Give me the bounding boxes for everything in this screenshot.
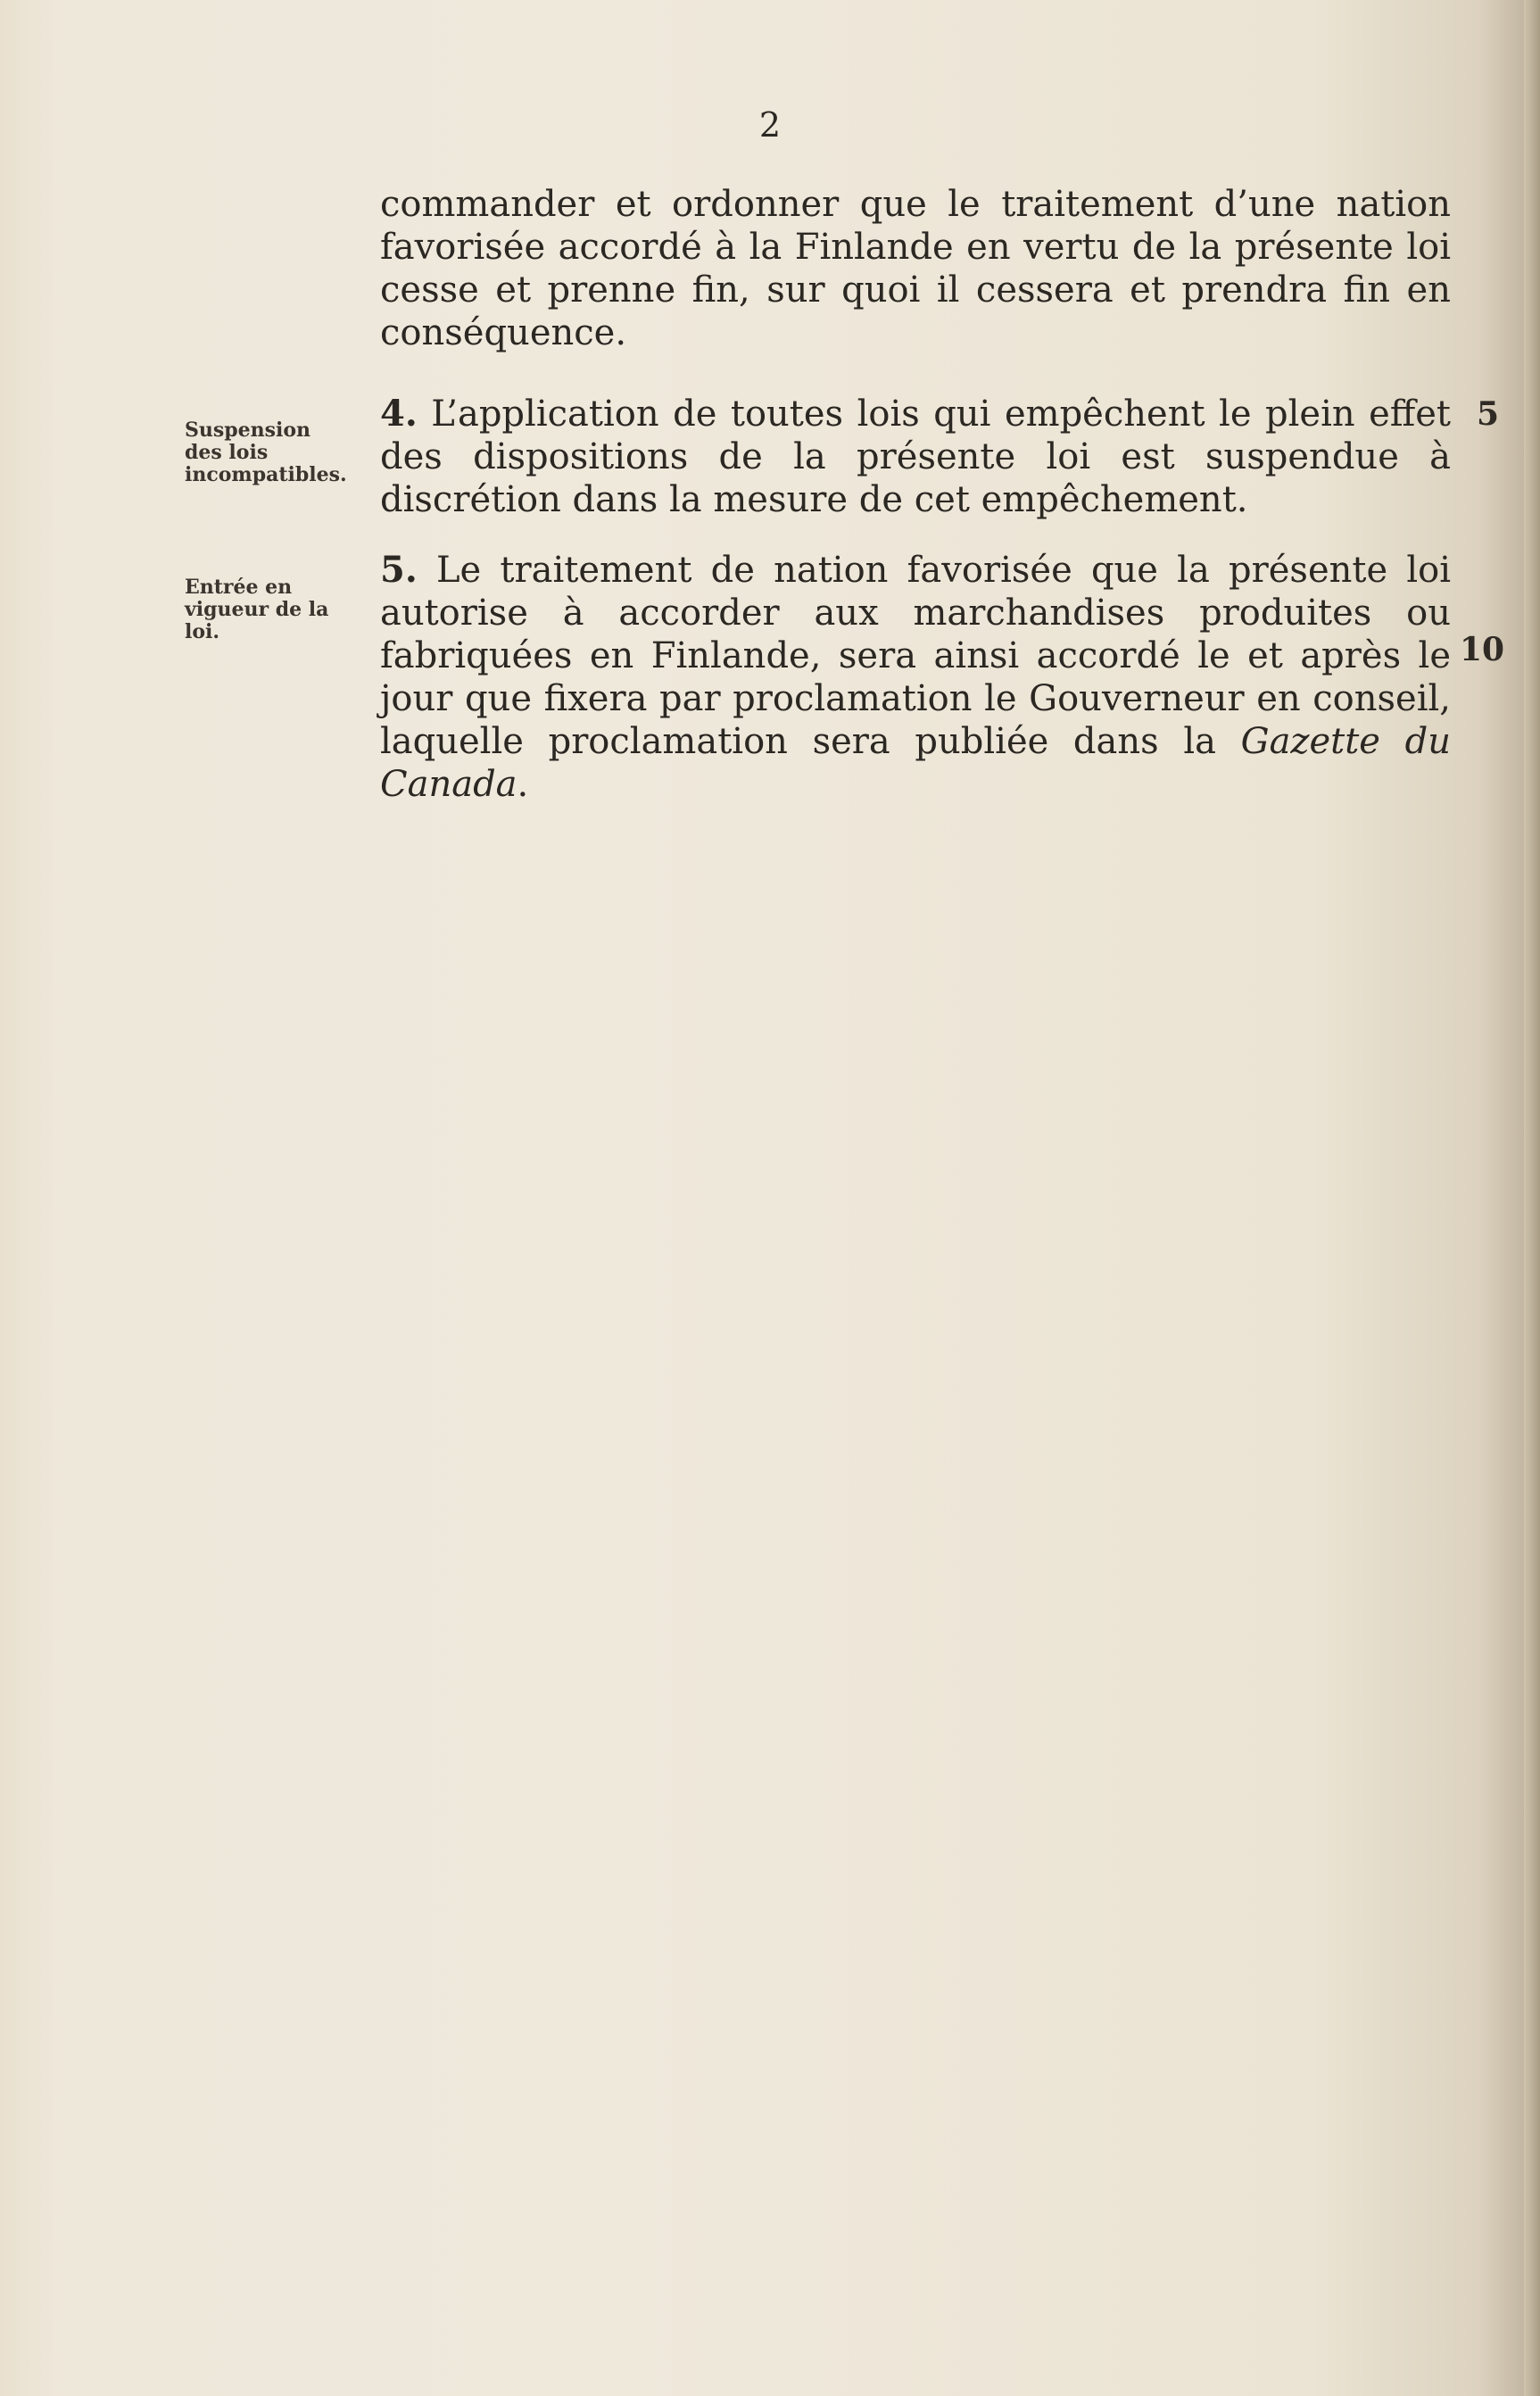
paragraph-section-4: [380, 393, 1451, 521]
page-number: 2: [758, 105, 782, 145]
page-edge-shadow: [1524, 0, 1540, 2396]
paragraph-text: L’application de toutes lois qui empêchent le plein effet des dispositions de la présente loi est suspendue à discrétion dans la mesure de cet empêchement.: [380, 394, 1451, 520]
gazette-title: Gazette du Canada: [380, 721, 1451, 805]
paragraph-end: .: [517, 764, 529, 805]
paragraph-text: Le traitement de nation favorisée que la présente loi autorise à accorder aux marchandises produites ou fabriquées en Finlande, sera ainsi accordé le et après le jour que fixera par proclamation le Gouverneur en conseil, laquelle proclamation sera publiée dans la: [380, 550, 1451, 762]
paragraph-text: commander et ordonner que le traitement d’une nation favorisée accordé à la Finlande en vertu de la présente loi cesse et prenne fin, sur quoi il cessera et prendra fin en conséquence.: [380, 184, 1451, 353]
paragraph-section-5: [380, 549, 1451, 806]
section-number: 5.: [380, 549, 418, 591]
paragraph-continuation: [380, 183, 1451, 354]
line-number-10: 10: [1460, 631, 1505, 668]
margin-note-entree-en-vigueur: Entrée en vigueur de la loi.: [185, 576, 329, 643]
margin-note-suspension: Suspension des lois incompatibles.: [185, 419, 347, 486]
section-number: 4.: [380, 393, 418, 435]
line-number-5: 5: [1477, 395, 1500, 433]
